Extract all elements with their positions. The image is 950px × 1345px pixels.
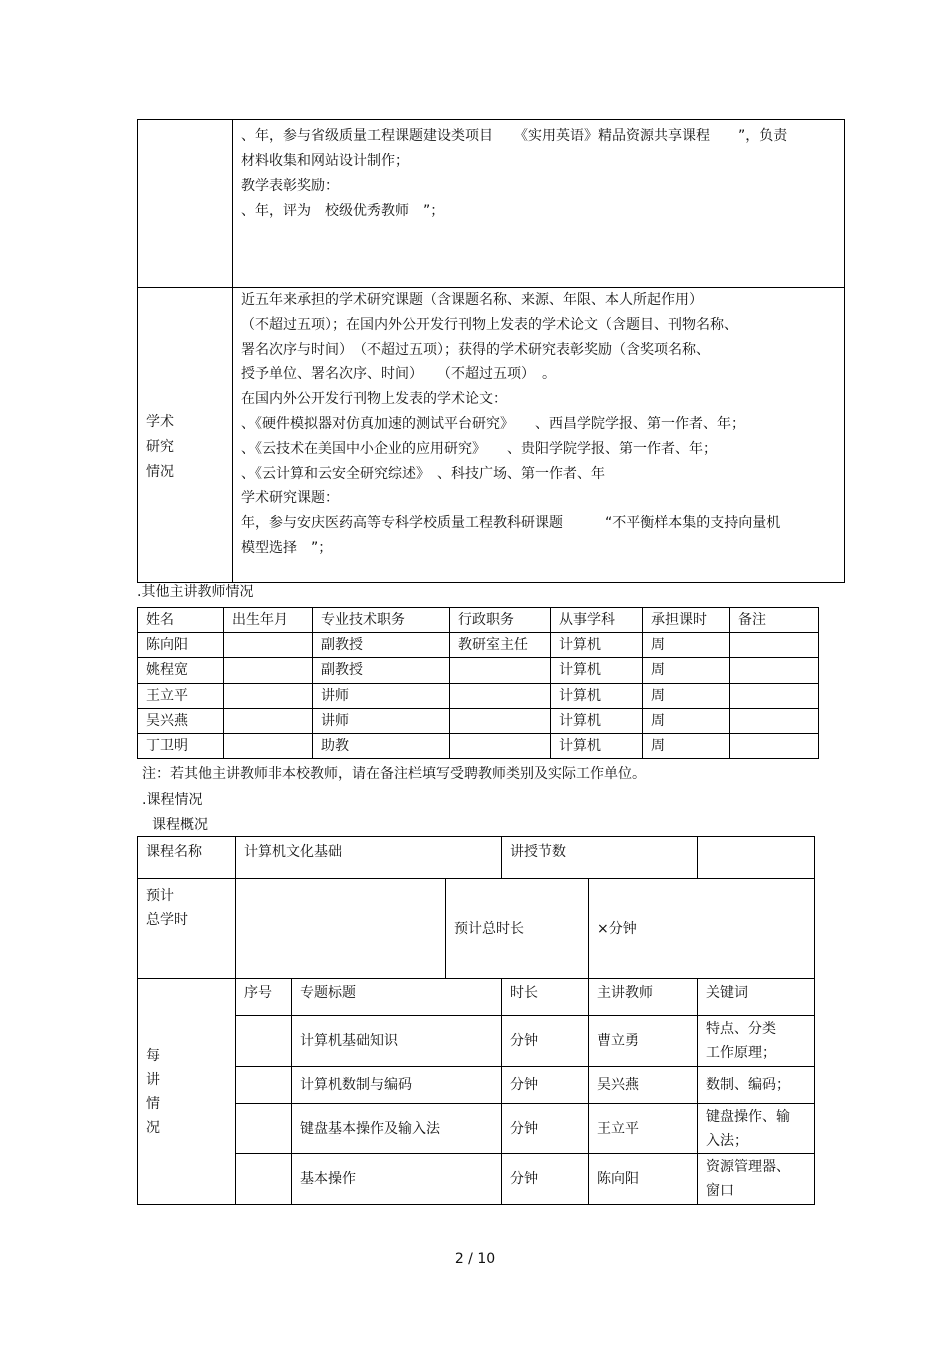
table-cell: 计算机 xyxy=(551,633,643,658)
total-hours-value xyxy=(236,879,446,979)
header-cell: 专业技术职务 xyxy=(313,608,450,633)
table-cell: 姚程宽 xyxy=(138,658,224,683)
table-row xyxy=(138,1016,815,1067)
lecture-header-cell: 关键词 xyxy=(698,979,815,1016)
table-row xyxy=(138,1154,815,1205)
course-section-title: .课程情况 xyxy=(142,792,203,808)
academic-line: （不超过五项）；在国内外公开发行刊物上发表的学术论文（含题目、刊物名称、 xyxy=(241,316,738,333)
header-cell: 承担课时 xyxy=(643,608,730,633)
total-hours-label: 总学时 xyxy=(146,912,188,928)
header-cell: 从事学科 xyxy=(551,608,643,633)
lecture-keywords xyxy=(698,1154,815,1205)
academic-line: 近五年来承担的学术研究课题（含课题名称、来源、年限、本人所起作用） xyxy=(241,292,703,308)
total-duration-label: 预计总时长 xyxy=(446,879,589,979)
keyword-line: 工作原理； xyxy=(706,1045,777,1061)
lecture-duration: 分钟 xyxy=(502,1067,589,1104)
page-number: 2 / 10 xyxy=(454,1251,496,1267)
lecture-no xyxy=(236,1016,292,1067)
academic-label: 研究 xyxy=(146,439,174,455)
lecture-header-cell: 主讲教师 xyxy=(589,979,698,1016)
total-hours-label: 预计 xyxy=(146,888,174,904)
keyword-line: 资源管理器、 xyxy=(706,1159,791,1175)
total-hours-label-cell xyxy=(138,879,236,979)
lecture-title: 基本操作 xyxy=(292,1154,502,1205)
academic-line: 、《云技术在美国中小企业的应用研究》 、贵阳学院学报、第一作者、年； xyxy=(241,440,717,457)
table-cell: 讲师 xyxy=(313,683,450,708)
lecture-header-cell: 专题标题 xyxy=(292,979,502,1016)
table-cell: 吴兴燕 xyxy=(138,708,224,733)
header-cell: 姓名 xyxy=(138,608,224,633)
table-header-row xyxy=(138,608,819,633)
teaching-line: 教学表彰奖励： xyxy=(241,178,339,194)
sessions-label: 讲授节数 xyxy=(502,837,698,879)
lecture-no xyxy=(236,1104,292,1154)
header-cell: 行政职务 xyxy=(450,608,551,633)
table-row xyxy=(138,1104,815,1154)
course-subsection-title: 课程概况 xyxy=(152,817,208,833)
table-cell: 计算机 xyxy=(551,733,643,758)
table-cell: 讲师 xyxy=(313,708,450,733)
other-teachers-table xyxy=(137,607,819,759)
table-cell xyxy=(224,633,313,658)
academic-line: 、《云计算和云安全研究综述》 、科技广场、第一作者、年 xyxy=(241,465,605,482)
table-cell xyxy=(450,708,551,733)
table-row xyxy=(138,1067,815,1104)
teaching-content-cell xyxy=(233,120,845,288)
keyword-line: 入法； xyxy=(706,1132,749,1149)
lecture-teacher: 王立平 xyxy=(589,1104,698,1154)
table-cell xyxy=(224,733,313,758)
table-cell: 计算机 xyxy=(551,683,643,708)
table-cell xyxy=(224,708,313,733)
per-lecture-label: 情 xyxy=(146,1095,160,1112)
table-row xyxy=(138,658,819,683)
table-cell: 副教授 xyxy=(313,633,450,658)
lecture-no xyxy=(236,1067,292,1104)
teaching-line: 材料收集和网站设计制作； xyxy=(241,153,409,169)
academic-line: 、《硬件模拟器对仿真加速的测试平台研究》 、西昌学院学报、第一作者、年； xyxy=(241,415,745,432)
table-cell: 陈向阳 xyxy=(138,633,224,658)
lecture-header-cell: 时长 xyxy=(502,979,589,1016)
teaching-academic-table xyxy=(137,119,845,583)
academic-content-cell xyxy=(233,288,845,583)
academic-line: 授予单位、署名次序、时间） （不超过五项） 。 xyxy=(241,366,556,383)
keyword-line: 窗口 xyxy=(706,1183,735,1199)
per-lecture-label: 况 xyxy=(146,1119,160,1136)
table-cell xyxy=(450,683,551,708)
table-cell: 计算机 xyxy=(551,658,643,683)
per-lecture-label-cell xyxy=(138,979,236,1205)
keyword-line: 特点、分类 xyxy=(706,1021,777,1037)
academic-line: 模型选择 ”； xyxy=(241,539,333,556)
table-cell: 周 xyxy=(643,658,730,683)
table-cell xyxy=(730,633,819,658)
lecture-title: 键盘基本操作及输入法 xyxy=(292,1104,502,1154)
lecture-title: 计算机基础知识 xyxy=(292,1016,502,1067)
table-cell xyxy=(224,683,313,708)
header-cell: 出生年月 xyxy=(224,608,313,633)
lecture-teacher: 吴兴燕 xyxy=(589,1067,698,1104)
table-cell xyxy=(450,658,551,683)
keyword-line: 键盘操作、输 xyxy=(706,1108,791,1125)
table-cell xyxy=(730,658,819,683)
table-cell: 周 xyxy=(643,683,730,708)
table-cell: 丁卫明 xyxy=(138,733,224,758)
lecture-keywords xyxy=(698,1104,815,1154)
teaching-line: 、年，参与省级质量工程课题建设类项目 《实用英语》精品资源共享课程 ”，负责 xyxy=(241,128,788,144)
per-lecture-label: 讲 xyxy=(146,1071,160,1088)
course-name-value: 计算机文化基础 xyxy=(236,837,502,879)
table-cell: 周 xyxy=(643,708,730,733)
lecture-teacher: 曹立勇 xyxy=(589,1016,698,1067)
academic-line: 在国内外公开发行刊物上发表的学术论文： xyxy=(241,391,507,408)
lecture-teacher: 陈向阳 xyxy=(589,1154,698,1205)
teaching-line: 、年，评为 校级优秀教师 ”； xyxy=(241,203,445,219)
lecture-duration: 分钟 xyxy=(502,1016,589,1067)
keyword-line: 数制、编码； xyxy=(706,1077,791,1093)
lecture-duration: 分钟 xyxy=(502,1104,589,1154)
lecture-keywords xyxy=(698,1016,815,1067)
table-cell: 教研室主任 xyxy=(450,633,551,658)
table-cell xyxy=(224,658,313,683)
lecture-keywords xyxy=(698,1067,815,1104)
academic-label: 学术 xyxy=(146,414,174,430)
table-cell: 周 xyxy=(643,633,730,658)
table-cell: 助教 xyxy=(313,733,450,758)
table-row xyxy=(138,733,819,758)
academic-line: 年，参与安庆医药高等专科学校质量工程教科研课题 “不平衡样本集的支持向量机 xyxy=(241,515,781,532)
academic-label: 情况 xyxy=(146,464,174,480)
table-row xyxy=(138,683,819,708)
per-lecture-label: 每 xyxy=(146,1047,160,1064)
table-cell: 计算机 xyxy=(551,708,643,733)
table-cell xyxy=(450,733,551,758)
sessions-value xyxy=(698,837,815,879)
table-cell: 周 xyxy=(643,733,730,758)
academic-label-cell xyxy=(138,288,233,583)
table-row xyxy=(138,708,819,733)
academic-line: 署名次序与时间） （不超过五项）；获得的学术研究表彰奖励（含奖项名称、 xyxy=(241,341,710,358)
course-overview-table xyxy=(137,836,815,1205)
table-row xyxy=(138,633,819,658)
table-cell xyxy=(730,683,819,708)
header-cell: 备注 xyxy=(730,608,819,633)
table-cell: 王立平 xyxy=(138,683,224,708)
table-cell xyxy=(730,708,819,733)
table-cell xyxy=(730,733,819,758)
lecture-title: 计算机数制与编码 xyxy=(292,1067,502,1104)
table-cell: 副教授 xyxy=(313,658,450,683)
course-name-label: 课程名称 xyxy=(138,837,236,879)
teaching-label-cell xyxy=(138,120,233,288)
lecture-header-cell: 序号 xyxy=(236,979,292,1016)
other-teachers-title: .其他主讲教师情况 xyxy=(137,584,254,600)
other-teachers-note: 注：若其他主讲教师非本校教师，请在备注栏填写受聘教师类别及实际工作单位。 xyxy=(142,766,646,782)
academic-line: 学术研究课题： xyxy=(241,490,339,507)
total-duration-value: ×分钟 xyxy=(589,879,815,979)
lecture-duration: 分钟 xyxy=(502,1154,589,1205)
lecture-no xyxy=(236,1154,292,1205)
